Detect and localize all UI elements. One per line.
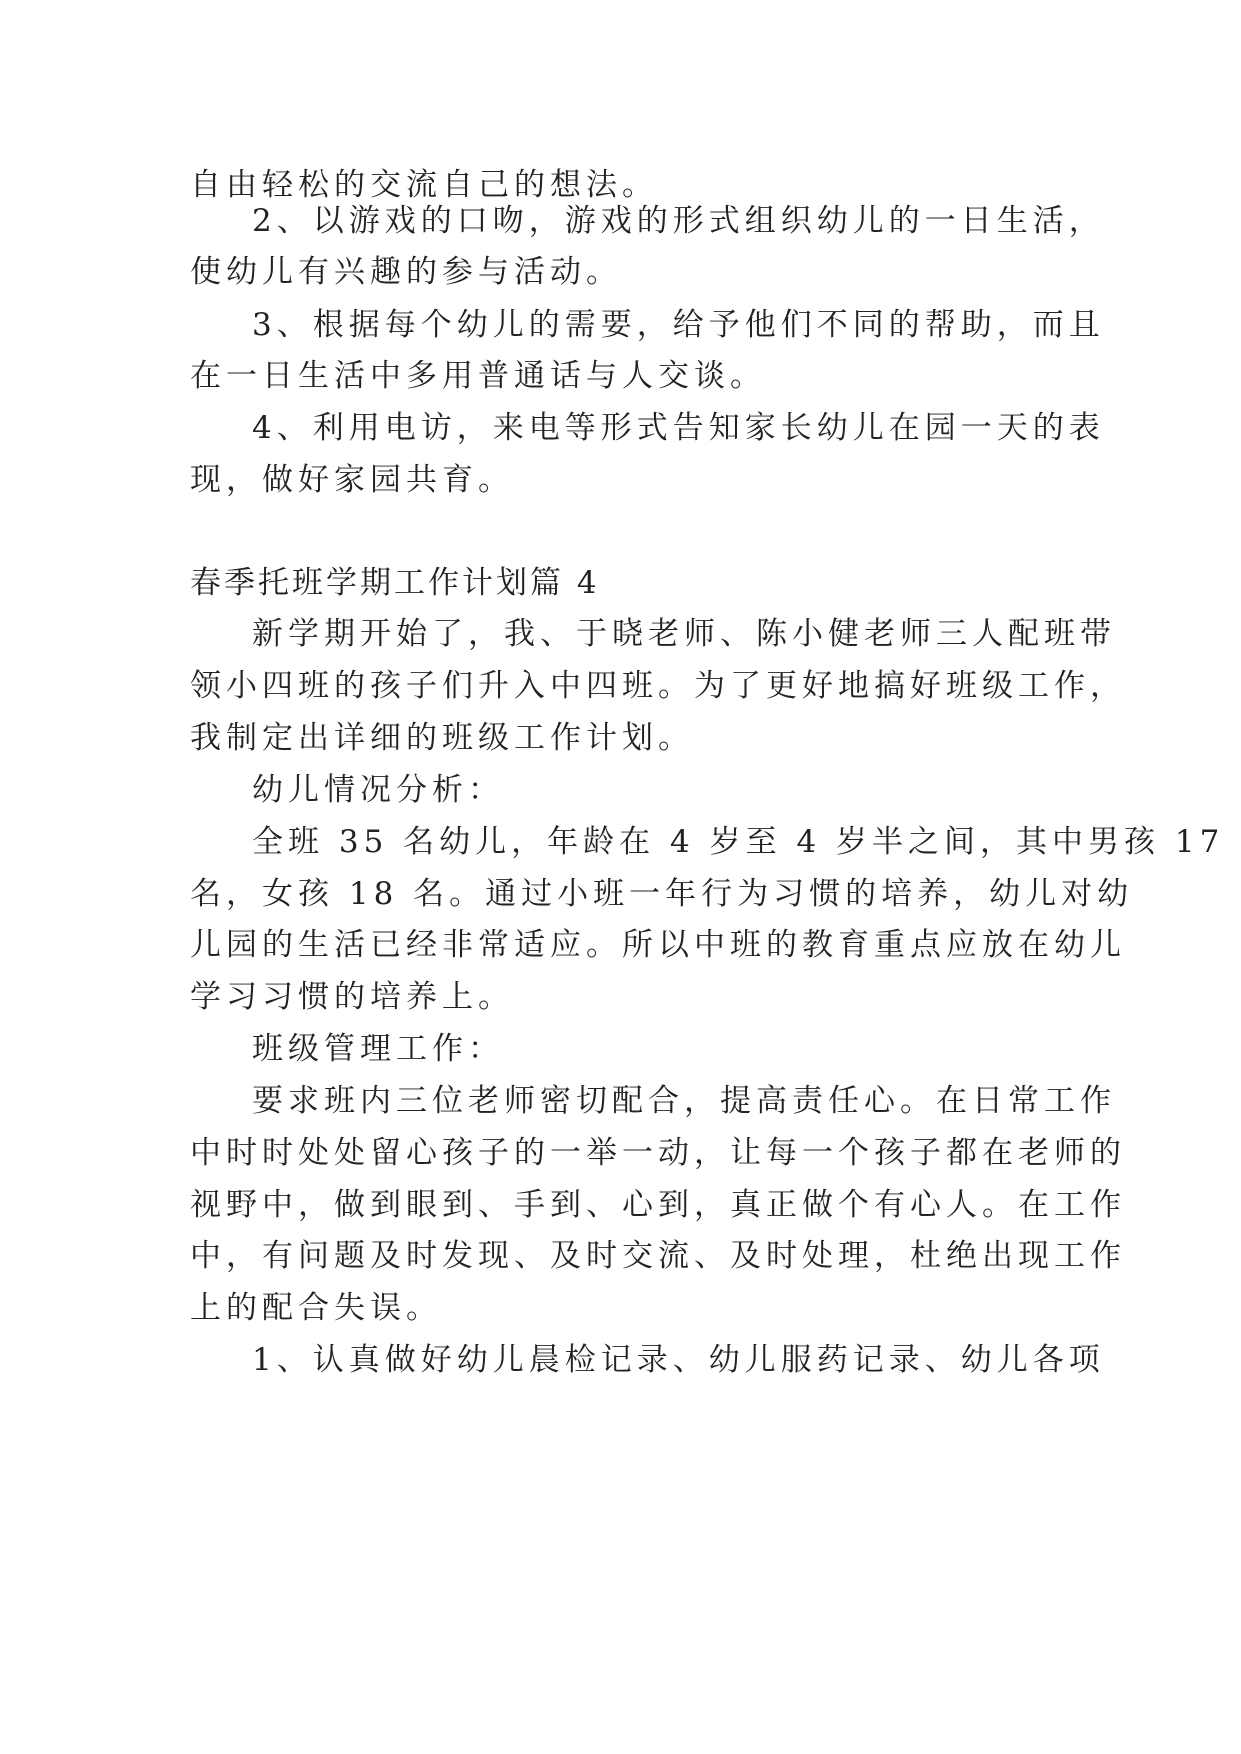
text-line: 使幼儿有兴趣的参与活动。: [190, 254, 622, 290]
list-item-2: 2、以游戏的口吻，游戏的形式组织幼儿的一日生活，: [252, 203, 1105, 239]
text-line: 在一日生活中多用普通话与人交谈。: [190, 358, 766, 394]
text-line: 自由轻松的交流自己的想法。: [190, 167, 658, 203]
list-item-1: 1、认真做好幼儿晨检记录、幼儿服药记录、幼儿各项: [252, 1342, 1105, 1378]
text-line: 我制定出详细的班级工作计划。: [190, 720, 694, 756]
text-line: 上的配合失误。: [190, 1290, 442, 1326]
text-line: 儿园的生活已经非常适应。所以中班的教育重点应放在幼儿: [190, 927, 1126, 963]
subheading-class-management: 班级管理工作：: [252, 1031, 504, 1067]
text-line: 中时时处处留心孩子的一举一动，让每一个孩子都在老师的: [190, 1135, 1126, 1171]
text-line: 领小四班的孩子们升入中四班。为了更好地搞好班级工作，: [190, 668, 1126, 704]
text-line: 名，女孩 18 名。通过小班一年行为习惯的培养，幼儿对幼: [190, 876, 1134, 912]
section-heading: 春季托班学期工作计划篇 4: [190, 565, 600, 601]
paragraph-start: 要求班内三位老师密切配合，提高责任心。在日常工作: [252, 1083, 1116, 1119]
text-line: 学习习惯的培养上。: [190, 979, 514, 1015]
text-line: 中，有问题及时发现、及时交流、及时处理，杜绝出现工作: [190, 1238, 1126, 1274]
paragraph-start: 新学期开始了，我、于晓老师、陈小健老师三人配班带: [252, 616, 1116, 652]
list-item-4: 4、利用电访，来电等形式告知家长幼儿在园一天的表: [252, 410, 1105, 446]
text-line: 现，做好家园共育。: [190, 462, 514, 498]
subheading-child-analysis: 幼儿情况分析：: [252, 772, 504, 808]
text-line: 视野中，做到眼到、手到、心到，真正做个有心人。在工作: [190, 1187, 1126, 1223]
list-item-3: 3、根据每个幼儿的需要，给予他们不同的帮助，而且: [252, 307, 1105, 343]
paragraph-start: 全班 35 名幼儿，年龄在 4 岁至 4 岁半之间，其中男孩 17: [252, 824, 1225, 860]
